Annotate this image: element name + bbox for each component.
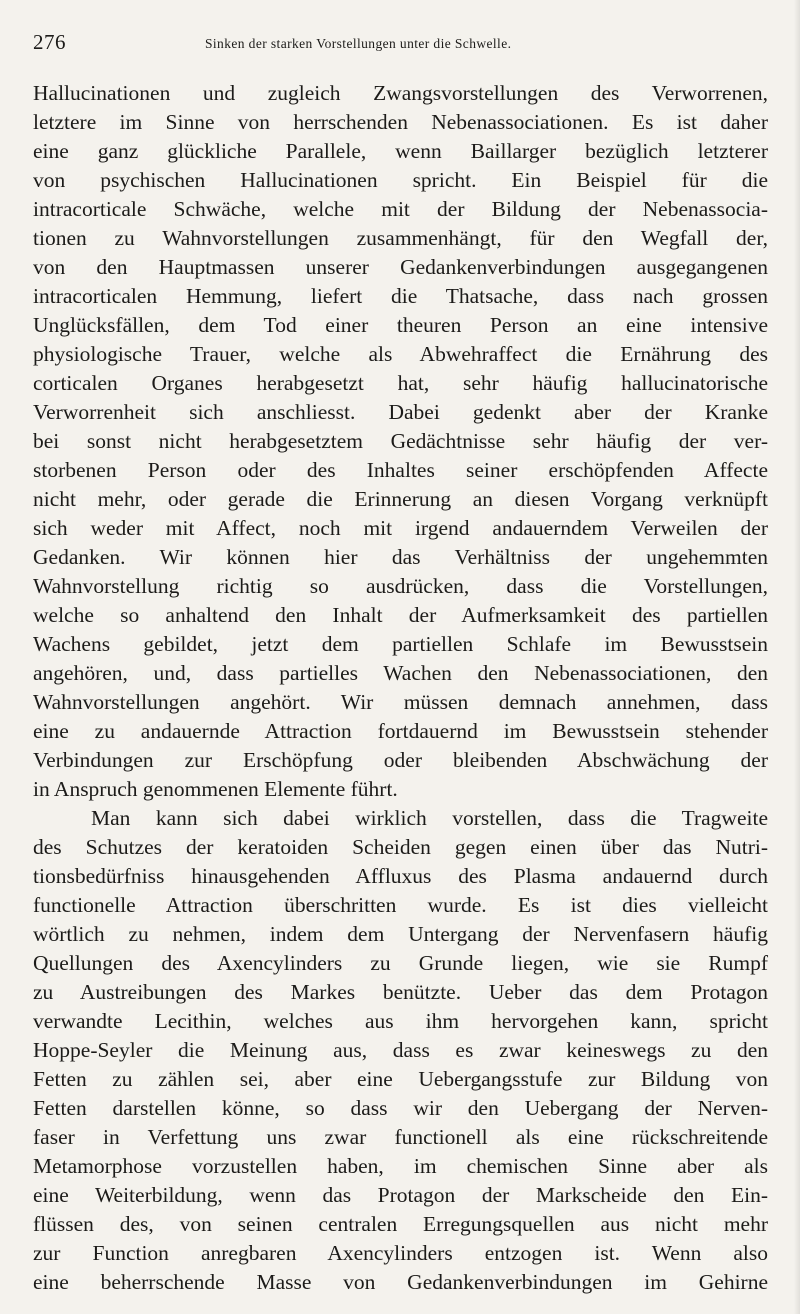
text-line: des Schutzes der keratoiden Scheiden gegen einen über das Nutri- bbox=[33, 835, 768, 859]
text-line: letztere im Sinne von herrschenden Nebenassociationen. Es ist daher bbox=[33, 110, 768, 134]
text-line: Wachens gebildet, jetzt dem partiellen Schlafe im Bewusstsein bbox=[33, 632, 768, 656]
text-line: eine Weiterbildung, wenn das Protagon der Markscheide den Ein- bbox=[33, 1183, 768, 1207]
paragraph-start-line: Man kann sich dabei wirklich vorstellen, dass die Tragweite bbox=[91, 806, 768, 830]
text-line: Unglücksfällen, dem Tod einer theuren Person an eine intensive bbox=[33, 313, 768, 337]
text-line: Fetten zu zählen sei, aber eine Uebergangsstufe zur Bildung von bbox=[33, 1067, 768, 1091]
text-line: tionen zu Wahnvorstellungen zusammenhängt, für den Wegfall der, bbox=[33, 226, 768, 250]
text-line: corticalen Organes herabgesetzt hat, sehr häufig hallucinatorische bbox=[33, 371, 768, 395]
text-line: physiologische Trauer, welche als Abwehraffect die Ernährung des bbox=[33, 342, 768, 366]
text-line: Gedanken. Wir können hier das Verhältniss der ungehemmten bbox=[33, 545, 768, 569]
text-line: tionsbedürfniss hinausgehenden Affluxus des Plasma andauernd durch bbox=[33, 864, 768, 888]
text-line: Wahnvorstellungen angehört. Wir müssen demnach annehmen, dass bbox=[33, 690, 768, 714]
page-edge-shadow bbox=[794, 0, 800, 1314]
page-number: 276 bbox=[33, 30, 66, 54]
text-line: eine beherrschende Masse von Gedankenverbindungen im Gehirne bbox=[33, 1270, 768, 1294]
text-line: zur Function anregbaren Axencylinders entzogen ist. Wenn also bbox=[33, 1241, 768, 1265]
text-line: flüssen des, von seinen centralen Erregungsquellen aus nicht mehr bbox=[33, 1212, 768, 1236]
text-line: Verbindungen zur Erschöpfung oder bleibenden Abschwächung der bbox=[33, 748, 768, 772]
text-line: Metamorphose vorzustellen haben, im chemischen Sinne aber als bbox=[33, 1154, 768, 1178]
text-line: wörtlich zu nehmen, indem dem Untergang der Nervenfasern häufig bbox=[33, 922, 768, 946]
running-head: Sinken der starken Vorstellungen unter die Schwelle. bbox=[205, 36, 512, 51]
text-line: Quellungen des Axencylinders zu Grunde liegen, wie sie Rumpf bbox=[33, 951, 768, 975]
text-line: Hoppe-Seyler die Meinung aus, dass es zwar keineswegs zu den bbox=[33, 1038, 768, 1062]
text-line: Fetten darstellen könne, so dass wir den Uebergang der Nerven- bbox=[33, 1096, 768, 1120]
text-line: von den Hauptmassen unserer Gedankenverbindungen ausgegangenen bbox=[33, 255, 768, 279]
text-line: intracorticale Schwäche, welche mit der Bildung der Nebenassocia- bbox=[33, 197, 768, 221]
text-line: sich weder mit Affect, noch mit irgend andauerndem Verweilen der bbox=[33, 516, 768, 540]
text-line: von psychischen Hallucinationen spricht. Ein Beispiel für die bbox=[33, 168, 768, 192]
text-line: Hallucinationen und zugleich Zwangsvorstellungen des Verworrenen, bbox=[33, 81, 768, 105]
text-line: faser in Verfettung uns zwar functionell als eine rückschreitende bbox=[33, 1125, 768, 1149]
text-line: zu Austreibungen des Markes benützte. Ueber das dem Protagon bbox=[33, 980, 768, 1004]
text-line: eine ganz glückliche Parallele, wenn Baillarger bezüglich letzterer bbox=[33, 139, 768, 163]
text-line: functionelle Attraction überschritten wurde. Es ist dies vielleicht bbox=[33, 893, 768, 917]
text-line: Verworrenheit sich anschliesst. Dabei gedenkt aber der Kranke bbox=[33, 400, 768, 424]
text-line: verwandte Lecithin, welches aus ihm hervorgehen kann, spricht bbox=[33, 1009, 768, 1033]
page-header bbox=[33, 28, 767, 58]
text-line: nicht mehr, oder gerade die Erinnerung an diesen Vorgang verknüpft bbox=[33, 487, 768, 511]
body-text bbox=[33, 79, 768, 1297]
text-line: bei sonst nicht herabgesetztem Gedächtnisse sehr häufig der ver- bbox=[33, 429, 768, 453]
text-line: intracorticalen Hemmung, liefert die Thatsache, dass nach grossen bbox=[33, 284, 768, 308]
paragraph-end-line: in Anspruch genommenen Elemente führt. bbox=[33, 777, 398, 801]
text-line: welche so anhaltend den Inhalt der Aufmerksamkeit des partiellen bbox=[33, 603, 768, 627]
text-line: storbenen Person oder des Inhaltes seiner erschöpfenden Affecte bbox=[33, 458, 768, 482]
text-line: eine zu andauernde Attraction fortdauernd im Bewusstsein stehender bbox=[33, 719, 768, 743]
text-line: angehören, und, dass partielles Wachen den Nebenassociationen, den bbox=[33, 661, 768, 685]
text-line: Wahnvorstellung richtig so ausdrücken, dass die Vorstellungen, bbox=[33, 574, 768, 598]
